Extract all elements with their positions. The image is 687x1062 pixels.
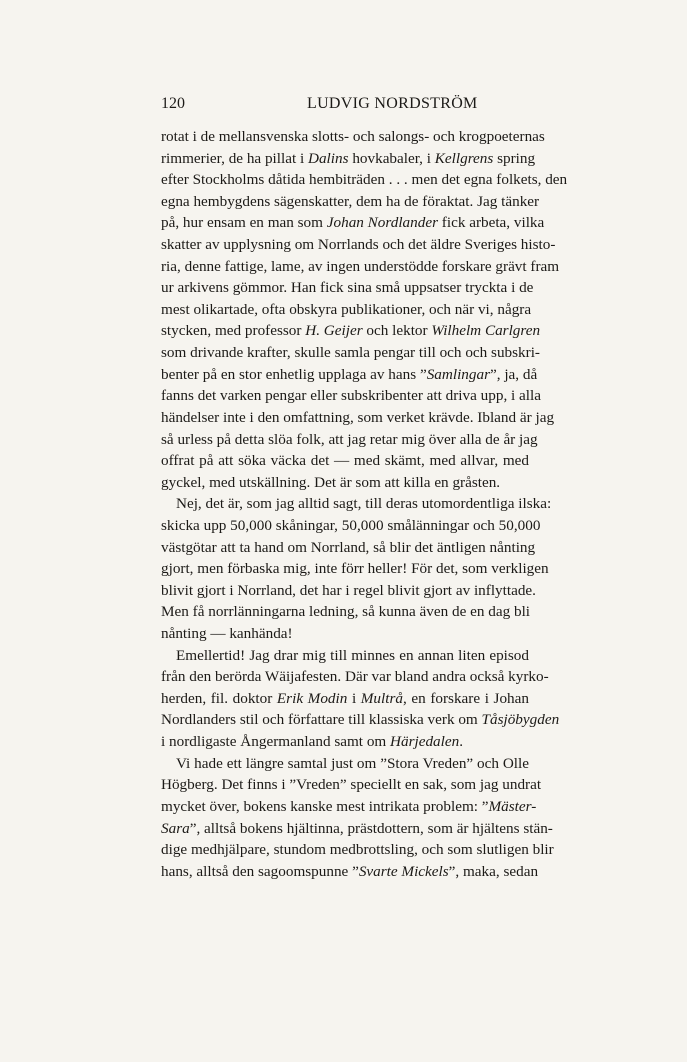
text-line xyxy=(161,212,545,234)
italic-text: Svarte Mickels xyxy=(358,862,449,880)
text-segment: benter på en stor enhetlig upplaga av hans ” xyxy=(161,365,427,383)
text-line xyxy=(161,601,529,623)
text-line xyxy=(161,277,534,299)
text-segment: . xyxy=(459,733,464,751)
text-segment: gyckel, med utskällning. Det är som att killa en gråsten. xyxy=(161,473,501,491)
text-line xyxy=(161,191,540,213)
text-line xyxy=(161,364,538,386)
text-line xyxy=(161,861,539,883)
text-line xyxy=(161,731,529,753)
italic-text: Härjedalen xyxy=(390,733,460,751)
text-segment: ur arkivens gömmor. Han fick sina små uppsatser tryckta i de xyxy=(161,279,534,297)
text-segment: Men få norrlänningarna ledning, så kunna även de en dag bli xyxy=(161,603,531,621)
text-segment: på, hur ensam en man som xyxy=(161,214,327,232)
text-segment: så urless på detta slöa folk, att jag retar mig över alla de år jag xyxy=(161,430,538,448)
text-segment: händelser inte i den omfattning, som verket krävde. Ibland är jag xyxy=(161,408,555,426)
text-segment: offrat på att söka väcka det — med skämt, med allvar, med xyxy=(161,452,529,470)
text-segment: stycken, med professor xyxy=(161,322,306,340)
text-line xyxy=(161,753,529,775)
italic-text: Erik Modin xyxy=(276,689,348,707)
text-segment: skatter av upplysning om Norrlands och det äldre Sveriges histo- xyxy=(161,236,556,254)
text-line xyxy=(161,256,560,278)
text-line xyxy=(161,407,555,429)
italic-text: Mäster- xyxy=(488,797,537,815)
text-segment: ”, maka, sedan xyxy=(448,862,539,880)
text-segment: västgötar att ta hand om Norrland, så blir det äntligen nånting xyxy=(161,538,536,556)
text-segment: ”, alltså bokens hjältinna, prästdottern, som är hjältens stän- xyxy=(189,819,553,837)
text-line xyxy=(161,148,536,170)
italic-text: Dalins xyxy=(308,149,349,167)
text-line xyxy=(161,580,536,602)
text-line xyxy=(161,493,552,515)
text-segment: och lektor xyxy=(362,322,432,340)
text-line xyxy=(161,450,529,472)
text-line xyxy=(161,169,568,191)
text-line xyxy=(161,126,545,148)
text-line xyxy=(161,839,554,861)
text-segment: Vi hade ett längre samtal just om ”Stora Vreden” och Olle xyxy=(176,754,529,772)
text-segment: efter Stockholms dåtida hembiträden . . . men det egna folkets, den xyxy=(161,171,568,189)
text-line xyxy=(161,688,529,710)
text-line xyxy=(161,429,538,451)
text-line xyxy=(161,537,536,559)
text-segment: nånting — kanhända! xyxy=(161,625,293,643)
page-number: 120 xyxy=(161,95,185,112)
text-segment: som drivande krafter, skulle samla pengar till och och subskri- xyxy=(161,344,540,362)
text-line xyxy=(161,623,529,645)
text-segment: , en forskare i Johan xyxy=(402,689,529,707)
text-line xyxy=(161,472,529,494)
text-line xyxy=(161,774,542,796)
text-segment: gjort, men förbaska mig, inte förr heller! För det, som verkligen xyxy=(161,560,549,578)
text-segment: i nordligaste Ångermanland samt om xyxy=(161,733,391,751)
italic-text: Kellgrens xyxy=(434,149,494,167)
text-segment: ”, ja, då xyxy=(489,365,538,383)
text-segment: egna hembygdens sägenskatter, dem ha de föraktat. Jag tänker xyxy=(161,192,540,210)
text-segment: Emellertid! Jag drar mig till minnes en annan liten episod xyxy=(176,646,529,664)
text-line xyxy=(161,709,560,731)
text-segment: herden, fil. doktor xyxy=(161,689,277,707)
text-segment: Högberg. Det finns i ”Vreden” speciellt en sak, som jag undrat xyxy=(161,776,542,794)
text-line xyxy=(161,342,540,364)
text-segment: hans, alltså den sagoomspunne ” xyxy=(161,862,359,880)
text-line xyxy=(161,320,541,342)
text-line xyxy=(161,796,537,818)
text-segment: rotat i de mellansvenska slotts- och salongs- och krogpoeternas xyxy=(161,128,545,145)
italic-text: Tåsjöbygden xyxy=(481,711,560,729)
text-segment: mycket över, bokens kanske mest intrikata problem: ” xyxy=(161,797,489,815)
text-segment: mest olikartade, ofta obskyra publikationer, och när vi, några xyxy=(161,300,532,318)
text-segment: blivit gjort i Norrland, det har i regel blivit gjort av inflyttade. xyxy=(161,581,536,599)
text-segment: ria, denne fattige, lame, av ingen understödde forskare grävt fram xyxy=(161,257,560,275)
text-segment: dige medhjälpare, stundom medbrottsling, och som slutligen blir xyxy=(161,841,554,859)
text-segment: Nej, det är, som jag alltid sagt, till deras utomordentliga ilska: xyxy=(176,495,552,513)
italic-text: Samlingar xyxy=(426,365,490,383)
text-segment: spring xyxy=(493,149,536,167)
text-segment: från den berörda Wäijafesten. Där var bland andra också kyrko- xyxy=(161,668,549,686)
text-line xyxy=(161,299,532,321)
text-line xyxy=(161,818,553,840)
italic-text: H. Geijer xyxy=(305,322,363,340)
body-text xyxy=(161,126,568,882)
italic-text: Sara xyxy=(161,819,190,837)
text-segment: Nordlanders stil och författare till klassiska verk om xyxy=(161,711,482,729)
text-segment: i xyxy=(347,689,361,707)
running-head: LUDVIG NORDSTRÖM xyxy=(307,95,478,112)
text-line xyxy=(161,645,529,667)
italic-text: Johan Nordlander xyxy=(326,214,438,232)
text-line xyxy=(161,234,556,256)
italic-text: Wilhelm Carlgren xyxy=(431,322,541,340)
text-segment: fick arbeta, vilka xyxy=(438,214,545,232)
text-segment: skicka upp 50,000 skåningar, 50,000 smålänningar och 50,000 xyxy=(161,516,541,534)
text-line xyxy=(161,385,541,407)
italic-text: Multrå xyxy=(360,689,403,707)
page-header xyxy=(161,94,529,114)
text-segment: hovkabaler, i xyxy=(348,149,435,167)
text-line xyxy=(161,515,541,537)
text-segment: fanns det varken pengar eller subskribenter att driva upp, i alla xyxy=(161,387,541,405)
text-line xyxy=(161,558,549,580)
text-segment: rimmerier, de ha pillat i xyxy=(161,149,308,167)
text-line xyxy=(161,666,549,688)
